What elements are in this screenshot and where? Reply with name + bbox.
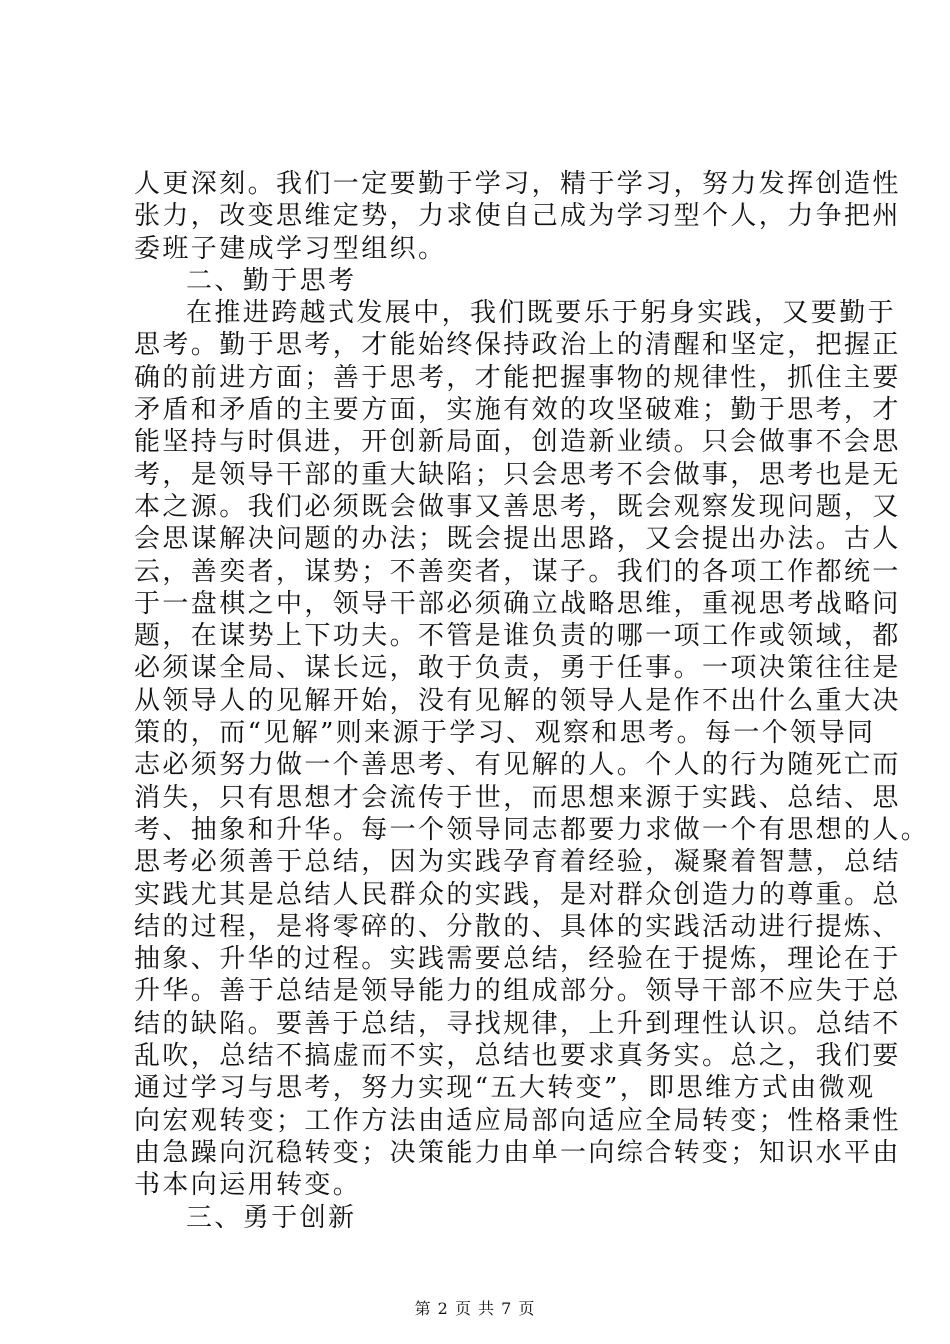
- text-line: 于一盘棋之中，领导干部必须确立战略思维，重视思考战略问: [134, 588, 901, 619]
- text-line: 从领导人的见解开始，没有见解的领导人是作不出什么重大决: [134, 685, 901, 716]
- text-line: 本之源。我们必须既会做事又善思考，既会观察发现问题，又: [134, 491, 901, 522]
- text-line: 结的缺陷。要善于总结，寻找规律，上升到理性认识。总结不: [134, 1008, 901, 1039]
- text-line: 实践尤其是总结人民群众的实践，是对群众创造力的尊重。总: [134, 879, 901, 910]
- text-line: 策的，而“见解”则来源于学习、观察和思考。每一个领导同: [134, 718, 876, 749]
- text-line: 升华。善于总结是领导能力的组成部分。领导干部不应失于总: [134, 976, 901, 1007]
- text-line: 能坚持与时俱进，开创新局面，创造新业绩。只会做事不会思: [134, 427, 901, 458]
- text-line: 抽象、升华的过程。实践需要总结，经验在于提炼，理论在于: [134, 944, 901, 975]
- text-line: 矛盾和矛盾的主要方面，实施有效的攻坚破难；勤于思考，才: [134, 395, 901, 426]
- text-line: 云，善奕者，谋势；不善奕者，谋子。我们的各项工作都统一: [134, 556, 901, 587]
- text-line: 思考必须善于总结，因为实践孕育着经验，凝聚着智慧，总结: [134, 847, 901, 878]
- text-line: 委班子建成学习型组织。: [134, 233, 447, 264]
- text-line: 在推进跨越式发展中，我们既要乐于躬身实践，又要勤于: [186, 298, 897, 329]
- text-line: 考，是领导干部的重大缺陷；只会思考不会做事，思考也是无: [134, 459, 901, 490]
- text-line: 题，在谋势上下功夫。不管是谁负责的哪一项工作或领域，都: [134, 621, 901, 652]
- text-line: 必须谋全局、谋长远，敢于负责，勇于任事。一项决策往往是: [134, 653, 901, 684]
- text-line: 确的前进方面；善于思考，才能把握事物的规律性，抓住主要: [134, 362, 901, 393]
- text-line: 结的过程，是将零碎的、分散的、具体的实践活动进行提炼、: [134, 911, 901, 942]
- text-line: 乱吹，总结不搞虚而不实，总结也要求真务实。总之，我们要: [134, 1041, 901, 1072]
- text-line: 会思谋解决问题的办法；既会提出思路，又会提出办法。古人: [134, 524, 901, 555]
- text-line: 由急躁向沉稳转变；决策能力由单一向综合转变；知识水平由: [134, 1137, 901, 1168]
- page-footer: 第 2 页 共 7 页: [414, 1299, 536, 1318]
- text-line: 志必须努力做一个善思考、有见解的人。个人的行为随死亡而: [134, 750, 901, 781]
- text-line: 思考。勤于思考，才能始终保持政治上的清醒和坚定，把握正: [134, 330, 901, 361]
- text-line: 向宏观转变；工作方法由适应局部向适应全局转变；性格秉性: [134, 1105, 901, 1136]
- text-line: 通过学习与思考，努力实现“五大转变”，即思维方式由微观: [134, 1073, 876, 1104]
- text-line: 书本向运用转变。: [134, 1170, 362, 1201]
- text-line: 张力，改变思维定势，力求使自己成为学习型个人，力争把州: [134, 201, 901, 232]
- text-line: 考、抽象和升华。每一个领导同志都要力求做一个有思想的人。: [134, 814, 930, 845]
- section-heading: 二、勤于思考: [186, 265, 357, 296]
- section-heading: 三、勇于创新: [186, 1202, 357, 1233]
- text-line: 消失，只有思想才会流传于世，而思想来源于实践、总结、思: [134, 782, 901, 813]
- document-body: [134, 168, 930, 1234]
- text-line: 人更深刻。我们一定要勤于学习，精于学习，努力发挥创造性: [134, 169, 901, 199]
